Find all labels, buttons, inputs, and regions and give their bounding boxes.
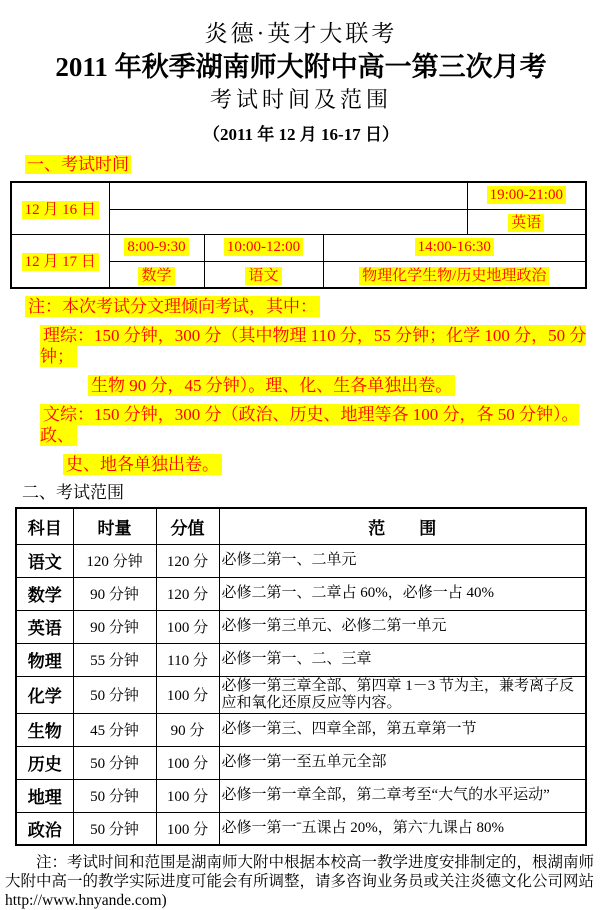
schedule-day2-slot1-time-cell	[109, 234, 204, 261]
subject-name: 英语	[16, 610, 73, 643]
subject-name: 数学	[16, 577, 73, 610]
subject-score: 120 分	[156, 577, 219, 610]
subject-scope: 必修一第三章全部、第四章 1－3 节为主，兼考离子反应和氧化还原反应等内容。	[219, 676, 586, 713]
schedule-day2-slot3-time: 14:00-16:30	[415, 238, 494, 256]
exam-title: 2011 年秋季湖南师大附中高一第三次月考	[55, 52, 547, 82]
subject-scope: 必修一第三、四章全部，第五章第一节	[219, 713, 586, 746]
scope-row-geography	[16, 779, 586, 812]
footer-note-line: 大附中高一的教学实际进度可能会有所调整，请多咨询业务员或关注炎德文化公司网站	[5, 873, 595, 890]
scope-row-math	[16, 577, 586, 610]
schedule-table	[10, 181, 587, 289]
schedule-day1-time-cell	[467, 182, 586, 209]
subject-score: 100 分	[156, 746, 219, 779]
subject-name: 语文	[16, 544, 73, 577]
scope-row-chemistry	[16, 676, 586, 713]
subject-score: 100 分	[156, 676, 219, 713]
schedule-day2-slot2-time: 10:00-12:00	[224, 238, 303, 256]
subject-scope: 必修一第一章全部，第二章考至“大气的水平运动”	[219, 779, 586, 812]
footer-note-line: 注：考试时间和范围是湖南师大附中根据本校高一教学进度安排制定的，根湖南师	[36, 854, 595, 871]
schedule-day1-date-cell	[11, 182, 109, 234]
exam-notice-page	[0, 20, 602, 909]
schedule-day2-slot3-time-cell	[323, 234, 586, 261]
section-1-heading-text: 一、考试时间	[27, 155, 129, 174]
footer-note-url: http://www.hnyande.com)	[5, 892, 167, 909]
scope-header-score: 分值	[156, 508, 219, 544]
exam-date-range: （2011 年 12 月 16-17 日）	[203, 125, 399, 144]
brand-title: 炎德·英才大联考	[204, 21, 398, 46]
scope-row-biology	[16, 713, 586, 746]
schedule-day2-date-cell	[11, 234, 109, 288]
scope-row-chinese	[16, 544, 586, 577]
page-subtitle: 考试时间及范围	[209, 87, 392, 112]
scope-header-duration: 时量	[73, 508, 156, 544]
subject-name: 化学	[16, 676, 73, 713]
schedule-day2-slot1-time: 8:00-9:30	[124, 238, 188, 256]
scope-row-history	[16, 746, 586, 779]
scope-row-english	[16, 610, 586, 643]
schedule-day2-slot2-time-cell	[204, 234, 323, 261]
exam-notes	[0, 296, 602, 475]
subject-scope: 必修二第一、二单元	[219, 544, 586, 577]
schedule-day1-empty-cell	[109, 182, 467, 209]
subject-scope: 必修一第一ˉ五课占 20%，第六ˉ九课占 80%	[219, 812, 586, 845]
scope-header-scope: 范 围	[219, 508, 586, 544]
subject-duration: 55 分钟	[73, 643, 156, 676]
subject-duration: 120 分钟	[73, 544, 156, 577]
subject-score: 100 分	[156, 812, 219, 845]
scope-header-subject: 科目	[16, 508, 73, 544]
schedule-day2-slot1-subject-cell	[109, 261, 204, 288]
schedule-day1-date: 12 月 16 日	[22, 201, 99, 219]
schedule-day1-time: 19:00-21:00	[487, 186, 566, 204]
section-2-heading: 二、考试范围	[22, 483, 124, 502]
note-line	[25, 296, 602, 317]
subject-name: 生物	[16, 713, 73, 746]
subject-duration: 50 分钟	[73, 812, 156, 845]
subject-score: 90 分	[156, 713, 219, 746]
scope-table	[15, 507, 587, 846]
note-line-text: 生物 90 分，45 分钟）。理、化、生各单独出卷。	[88, 375, 455, 396]
note-line	[40, 325, 602, 367]
scope-row-politics	[16, 812, 586, 845]
note-line	[63, 454, 602, 475]
scope-row-physics	[16, 643, 586, 676]
subject-score: 110 分	[156, 643, 219, 676]
scope-header-row	[16, 508, 586, 544]
subject-duration: 90 分钟	[73, 610, 156, 643]
schedule-day1-subject: 英语	[508, 214, 544, 232]
subject-duration: 50 分钟	[73, 779, 156, 812]
subject-score: 100 分	[156, 610, 219, 643]
subject-scope: 必修一第一至五单元全部	[219, 746, 586, 779]
subject-name: 地理	[16, 779, 73, 812]
subject-scope: 必修一第三单元、必修二第一单元	[219, 610, 586, 643]
subject-score: 120 分	[156, 544, 219, 577]
note-line-text: 注：本次考试分文理倾向考试，其中：	[25, 296, 320, 317]
note-line	[88, 375, 602, 396]
subject-duration: 45 分钟	[73, 713, 156, 746]
subject-score: 100 分	[156, 779, 219, 812]
subject-duration: 50 分钟	[73, 746, 156, 779]
subject-name: 历史	[16, 746, 73, 779]
note-line	[40, 404, 602, 446]
schedule-day2-slot1-subject: 数学	[138, 267, 174, 285]
note-line-text: 史、地各单独出卷。	[63, 454, 222, 475]
note-line-text: 理综：150 分钟，300 分（其中物理 110 分，55 分钟；化学 100 分，50 分钟；	[40, 326, 587, 366]
schedule-day1-empty-cell2	[109, 209, 467, 234]
schedule-day2-date: 12 月 17 日	[22, 253, 99, 271]
note-line-text: 文综：150 分钟，300 分（政治、历史、地理等各 100 分，各 50 分钟）。政、	[40, 405, 579, 445]
schedule-day2-slot2-subject: 语文	[245, 267, 281, 285]
section-1-heading	[25, 154, 602, 176]
subject-name: 政治	[16, 812, 73, 845]
subject-scope: 必修一第一、二、三章	[219, 643, 586, 676]
schedule-day1-subject-cell	[467, 209, 586, 234]
subject-scope: 必修二第一、二章占 60%，必修一占 40%	[219, 577, 586, 610]
schedule-day2-slot3-subject: 物理化学生物/历史地理政治	[359, 267, 549, 285]
schedule-day2-slot3-subject-cell	[323, 261, 586, 288]
subject-name: 物理	[16, 643, 73, 676]
subject-duration: 90 分钟	[73, 577, 156, 610]
schedule-day2-slot2-subject-cell	[204, 261, 323, 288]
subject-duration: 50 分钟	[73, 676, 156, 713]
